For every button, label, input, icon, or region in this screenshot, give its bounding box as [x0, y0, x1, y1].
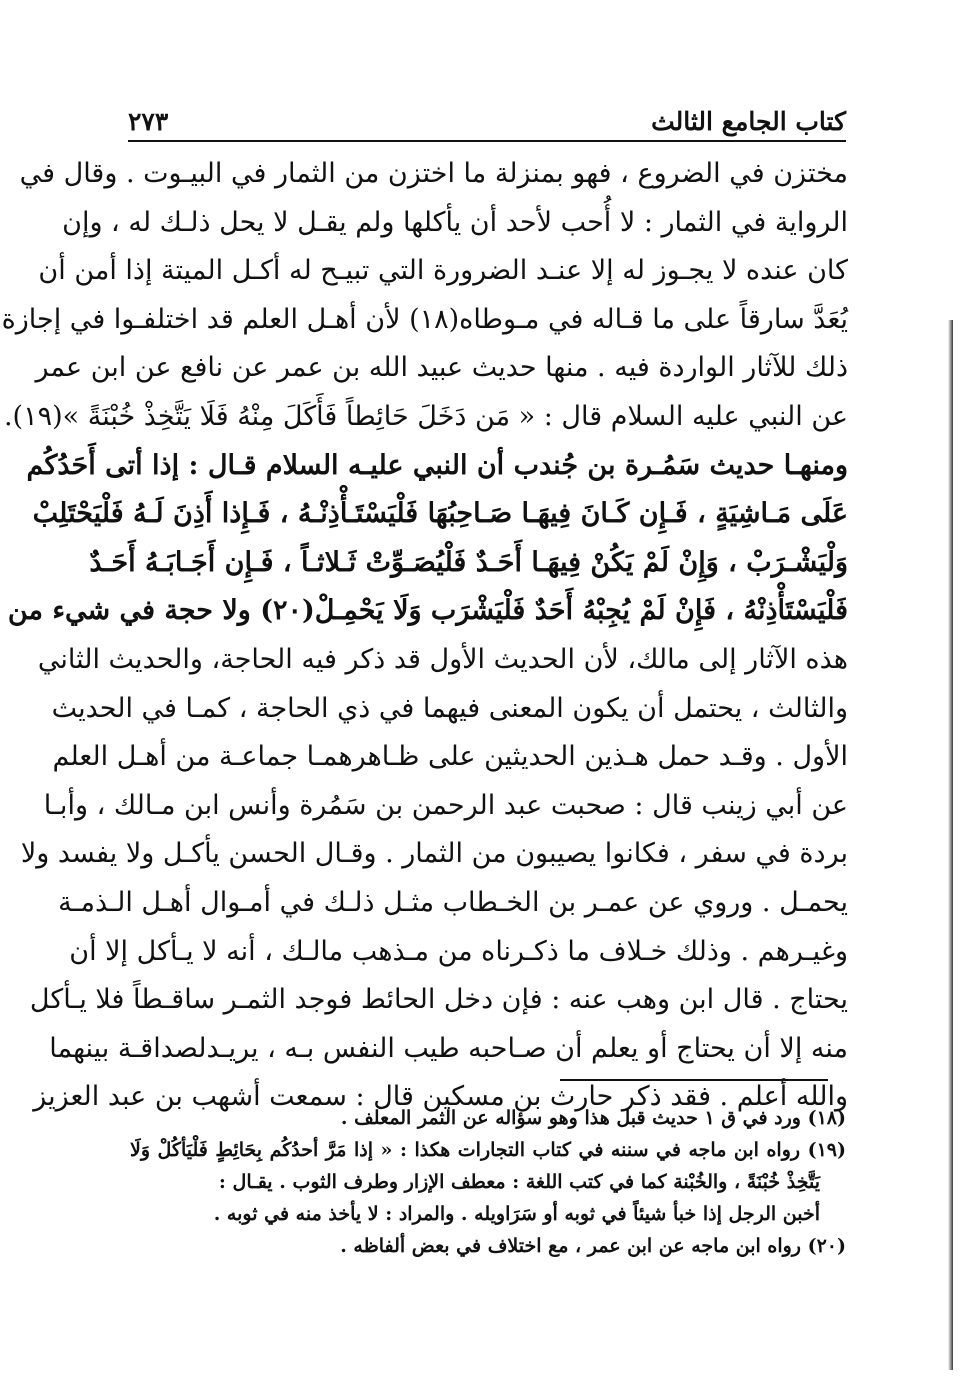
footnote-20: (٢٠) رواه ابن ماجه عن ابن عمر ، مع اختلاف في بعض ألفاظه .	[340, 1235, 846, 1257]
text-line: عن أبي زينب قال : صحبت عبد الرحمن بن سَمُرة وأنس ابن مـالك ، وأبـا	[43, 789, 848, 821]
text-line: بردة في سفر ، فكانوا يصيبون من الثمار . وقـال الحسن يأكـل ولا يفسد ولا	[20, 838, 848, 870]
text-line: هذه الآثار إلى مالك، لأن الحديث الأول قد ذكر فيه الحاجة، والحديث الثاني	[37, 643, 848, 675]
text-line: كان عنده لا يجـوز له إلا عنـد الضرورة التي تبيـح له أكـل الميتة إذا أمن أن	[38, 255, 848, 287]
text-line: الأول . وقـد حمل هـذين الحديثين على ظـاهرهمـا جماعـة من أهـل العلم	[52, 741, 848, 773]
text-line: منه إلا أن يحتاج أو يعلم أن صـاحبه طيب النفس بـه ، يريـدلصداقـة بينهما	[49, 1032, 848, 1064]
text-line: الرواية في الثمار : لا أُحب لأحد أن يأكلها ولم يقـل لا يحل ذلـك له ، وإن	[62, 206, 848, 238]
footnote-19-continued: يَتَّخِذْ خُبْنَةً ، والخُبْنة كما في كتب اللغة : معطف الإزار وطرف الثوب . يقـال :	[218, 1171, 820, 1193]
footnote-19: (١٩) رواه ابن ماجه في سننه في كتاب التجارات هكذا : « إذا مَرَّ أحدُكُم بِحَائِطٍ فَلْيَأكُلْ وَلَا	[130, 1139, 846, 1161]
text-line: يُعَدَّ سارقاً على ما قـاله في مـوطاه(١٨) لأن أهـل العلم قد اختلفـوا في إجازة	[1, 303, 848, 335]
text-line: عَلَى مَـاشِيَةٍ ، فَـإِن كَـانَ فِيهَـا صَـاحِبُهَا فَلْيَسْتَـأْذِنْـهُ ، فَـإِذا أَذِنَ لَـهُ فَلْيَحْتَلِبْ	[32, 498, 848, 530]
footnote-separator	[560, 1079, 828, 1081]
text-line: والثالث ، يحتمل أن يكون المعنى فيهما في ذي الحاجة ، كمـا في الحديث	[51, 692, 848, 724]
text-line: مختزن في الضروع ، فهو بمنزلة ما اختزن من الثمار في البيـوت . وقال في	[19, 158, 848, 189]
text-line: يحتاج . قال ابن وهب عنه : فإن دخل الحائط فوجد الثمـر ساقـطاً فلا يـأكل	[29, 984, 848, 1016]
book-title: كتاب الجامع الثالث	[651, 107, 846, 136]
text-line: وغيـرهم . وذلك خـلاف ما ذكـرناه من مـذهب مالـك ، أنه لا يـأكل إلا أن	[69, 935, 848, 967]
running-header	[128, 92, 846, 142]
text-line: يحمـل . وروي عن عمـر بن الخـطاب مثـل ذلـك في أمـوال أهـل الـذمـة	[58, 886, 848, 918]
text-line: وَلْيَشْـرَبْ ، وَإِنْ لَمْ يَكُنْ فِيهَـا أَحَـدٌ فَلْيُصَـوِّتْ ثَـلاثـاً ، فَـإِن أَجَـابَـهُ أَحَـدٌ	[89, 546, 848, 578]
footnote-18: (١٨) ورد في ق ١ حديث قبل هذا وهو سؤاله عن الثمر المعلف .	[340, 1107, 846, 1129]
text-line: ومنهـا حديث سَمُـرة بن جُندب أن النبي عليـه السلام قـال : إذا أتى أَحَدُكُم	[26, 449, 848, 481]
text-line: ذلك للآثار الواردة فيه . منها حديث عبيد الله بن عمر عن نافع عن ابن عمر	[35, 352, 848, 384]
page-number: ٢٧٣	[128, 107, 169, 136]
footnotes	[130, 1102, 846, 1262]
text-line: عن النبي عليه السلام قال : « مَن دَخَلَ حَائِطاً فَأَكَلَ مِنْهُ فَلَا يَتَّخِذْ خُبْنَةً »(١٩).	[3, 400, 848, 432]
page-edge-shadow	[948, 320, 953, 1370]
main-text	[1, 150, 848, 1122]
text-line: والله أعلم . فقد ذكر حارث بن مسكين قال : سمعت أشهب بن عبد العزيز	[33, 1081, 848, 1113]
footnote-19-continued: أخبن الرجل إذا خبأ شيئاً في ثوبه أو سَرَاويله . والمراد : لا يأخذ منه في ثوبه .	[213, 1203, 820, 1225]
text-line: فَلْيَسْتَأْذِنْهُ ، فَإِنْ لَمْ يُجِبْهُ أَحَدٌ فَلْيَشْرَب وَلَا يَحْمِـلْ(٢٠) ولا حجة في شيء من	[7, 595, 848, 627]
